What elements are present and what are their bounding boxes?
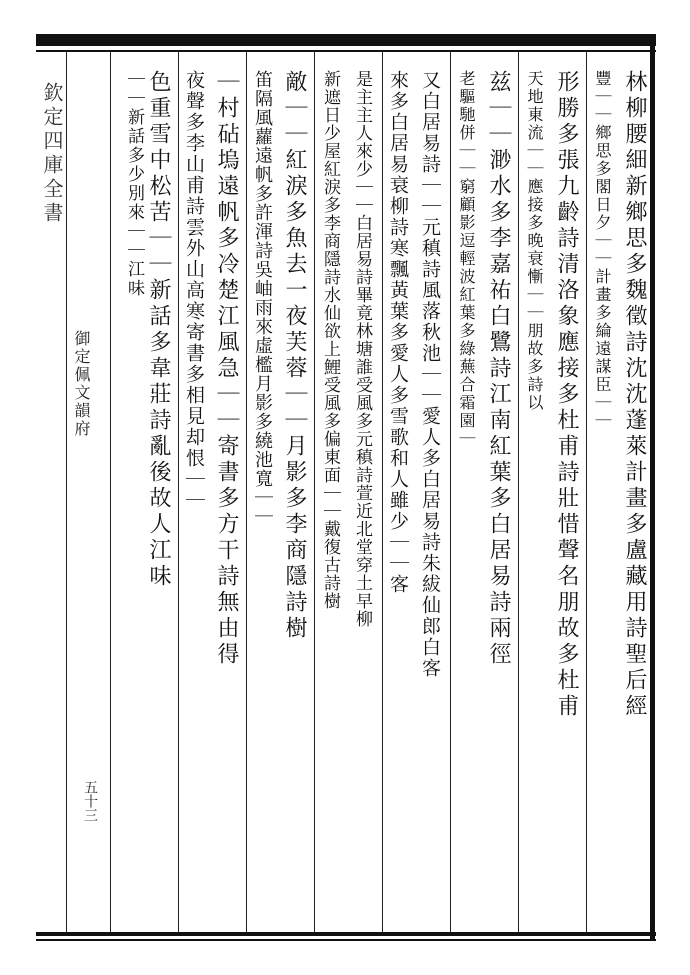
text-column: 老驅馳併｜｜窮顧影逗輕波紅葉多綠蕪合霜園｜ [457, 70, 476, 448]
text-column: ｜村砧塢遠帆多冷楚江風急｜｜寄書多方干詩無由得 [214, 70, 239, 668]
text-column: 來多白居易衰柳詩寒飄黃葉多愛人多雪歌和人雖少｜｜客 [387, 70, 409, 595]
text-column: 又白居易詩｜｜元稹詩風落秋池｜｜愛人多白居易詩朱紱仙郎白客 [419, 70, 441, 679]
text-column: 豐｜｜鄉思多閣日夕｜｜計畫多綸遠謀臣｜｜ [593, 70, 612, 430]
bottom-border [36, 932, 656, 936]
top-border [36, 34, 656, 46]
text-column: 新遮日少屋紅淚多李商隱詩水仙欲上鯉受風多偏東面｜｜戴復古詩樹 [320, 70, 340, 610]
text-column: 笛隔風蘿遠帆多許渾詩吳岫雨來虛檻月影多繞池寬｜｜ [252, 70, 273, 526]
top-border-thin [36, 50, 656, 52]
page-frame [36, 34, 656, 942]
text-column: 敵｜｜紅淚多魚去一夜芙蓉｜｜月影多李商隱詩樹 [282, 70, 307, 642]
text-column: 形勝多張九齡詩清洛象應接多杜甫詩壯惜聲名朋故多杜甫 [554, 70, 579, 720]
edge-title: 欽定四庫全書 [40, 82, 64, 226]
page-number: 五十三 [82, 780, 98, 822]
text-column: 天地東流｜｜應接多晚衰慚｜｜朋故多詩以 [525, 70, 544, 412]
text-column: 林柳腰細新鄉思多魏徵詩沈沈蓬萊計畫多盧藏用詩聖后經 [622, 70, 647, 720]
text-column: ｜｜新話多少別來｜｜江味 [124, 70, 144, 298]
text-column: 夜聲多李山甫詩雲外山高寒寄書多相見却恨｜｜ [183, 70, 205, 511]
text-column: 兹｜｜渺水多李嘉祐白鷺詩江南紅葉多白居易詩兩徑 [486, 70, 511, 668]
bottom-border-thin [36, 939, 656, 941]
text-column: 色重雪中松苦｜｜新話多韋莊詩亂後故人江味 [146, 70, 171, 590]
text-column: 是主主人來少｜｜白居易詩畢竟林塘誰受風多元稹詩萱近北堂穿土早柳 [352, 70, 372, 628]
column-rule [110, 52, 111, 932]
margin-strip [36, 52, 66, 932]
column-rule [66, 52, 67, 932]
book-title: 御定佩文韻府 [72, 330, 91, 438]
